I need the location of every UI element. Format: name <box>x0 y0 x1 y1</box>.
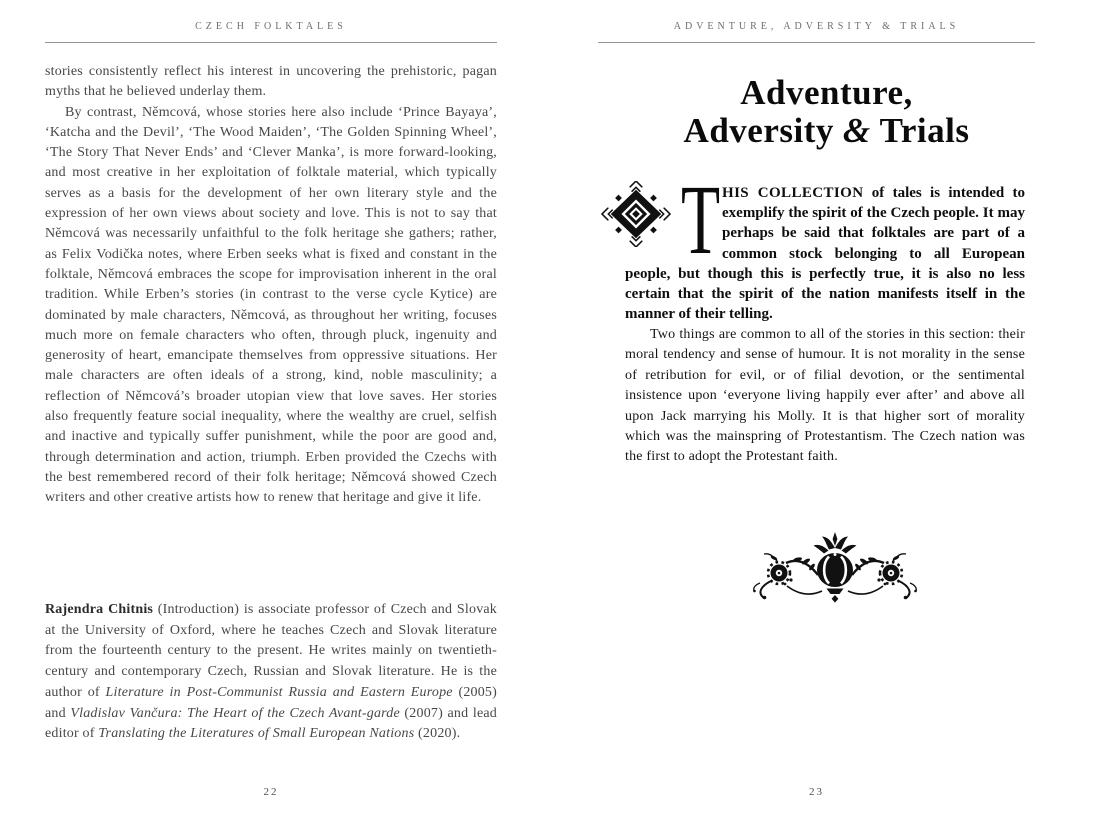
body-paragraph-2: By contrast, Němcová, whose stories here also include ‘Prince Bayaya’, ‘Katcha and the Devil’, ‘The Wood Maiden’, ‘The Golden Spinning Wheel’, ‘The Story That Never Ends’ and ‘Clever Manka’, is more forward-looking, and most creative in her exploitation of folktale material, which typically serves as a basis for the development of her own literary style and the expression of her own views about society and love. This is not to say that Němcová was necessarily unfaithful to the folk heritage she gathers; rather, as Felix Vodička notes, where Erben seeks what is fixed and constant in the folktale, Němcová embraces the scope for improvisation inherent in the oral tradition. While Erben’s stories (in contrast to the verse cycle Kytice) are dominated by male characters, Němcová, as throughout her writing, focuses much more on female characters who often, through pluck, ingenuity and generosity of heart, emancipate themselves from oppressive situations. Her male characters are often ideals of a strong, kind, noble masculinity; a reflection of Němcová’s broader utopian view that love saves. Her stories also frequently feature social inequality, where the wealthy are cruel, selfish and inactive and typically suffer punishment, while the poor are good and, through determination and action, triumph. Erben provided the Czechs with the best remembered record of their folk heritage; Němcová showed Czech writers and other creative artists how to renew that heritage and give it life. <box>45 104 497 506</box>
body-paragraph-right: Two things are common to all of the stories in this section: their moral tendency and sense of humour. It is not morality in the sense of retribution for evil, or of filial devotion, or the sentimental insistence upon ‘everyone living happily ever after’ and above all upon Jack marrying his Molly. It is that higher sort of morality which was the mainspring of Protestantism. The Czech nation was the first to adopt the Protestant faith. <box>625 327 1025 465</box>
intro-lead: HIS COLLECTION <box>722 185 864 201</box>
bio-text-2: (2005) and <box>45 684 497 721</box>
bio-text-3: (2007) and lead editor of <box>45 705 497 742</box>
chapter-intro-paragraph <box>625 164 1026 324</box>
author-bio <box>45 600 497 745</box>
bio-book-title-3: Translating the Literatures of Small European Nations <box>98 726 415 742</box>
bio-book-title-1: Literature in Post-Communist Russia and Eastern Europe <box>105 684 453 700</box>
page-number-left: 22 <box>263 786 279 798</box>
chapter-title-line1: Adventure, <box>740 73 913 112</box>
right-page <box>598 0 1035 831</box>
chapter-title-line2-b: Trials <box>879 111 970 150</box>
folk-floral-ornament-icon <box>750 531 920 607</box>
chapter-title-line2-a: Adversity <box>683 111 834 150</box>
running-header-right: ADVENTURE, ADVERSITY & TRIALS <box>673 21 960 32</box>
bio-text-1: (Introduction) is associate professor of Czech and Slovak at the University of Oxford, where he teaches Czech and Slovak literature from the fourteenth century to the present. He writes mainly on twentieth-century and contemporary Czech, Russian and Slovak literature. He is the author of <box>45 602 498 700</box>
drop-cap: T <box>681 164 721 275</box>
chapter-title-line2 <box>608 112 1045 150</box>
folk-star-ornament-icon <box>601 181 671 247</box>
intro-text: of tales is intended to exemplify the spirit of the Czech people. It may perhaps be said that folktales are part of a common stock belonging to all European people, but though this is perfectly true, it is also no less certain that the spirit of the nation manifests itself in the manner of their telling. <box>625 185 1026 323</box>
running-header-left: CZECH FOLKTALES <box>195 21 347 32</box>
chapter-title <box>608 74 1045 150</box>
page-number-right: 23 <box>809 786 824 798</box>
bio-text-4: (2020). <box>414 726 461 742</box>
header-rule-right <box>598 42 1035 43</box>
left-body <box>45 62 497 509</box>
bio-book-title-2: Vladislav Vančura: The Heart of the Czech Avant-garde <box>70 705 400 721</box>
author-name: Rajendra Chitnis <box>45 602 154 617</box>
title-ampersand: & <box>842 111 871 150</box>
header-rule-left <box>45 42 497 43</box>
left-page <box>45 0 497 831</box>
body-paragraph-1: stories consistently reflect his interest in uncovering the prehistoric, pagan myths that he believed underlay them. <box>45 64 497 100</box>
